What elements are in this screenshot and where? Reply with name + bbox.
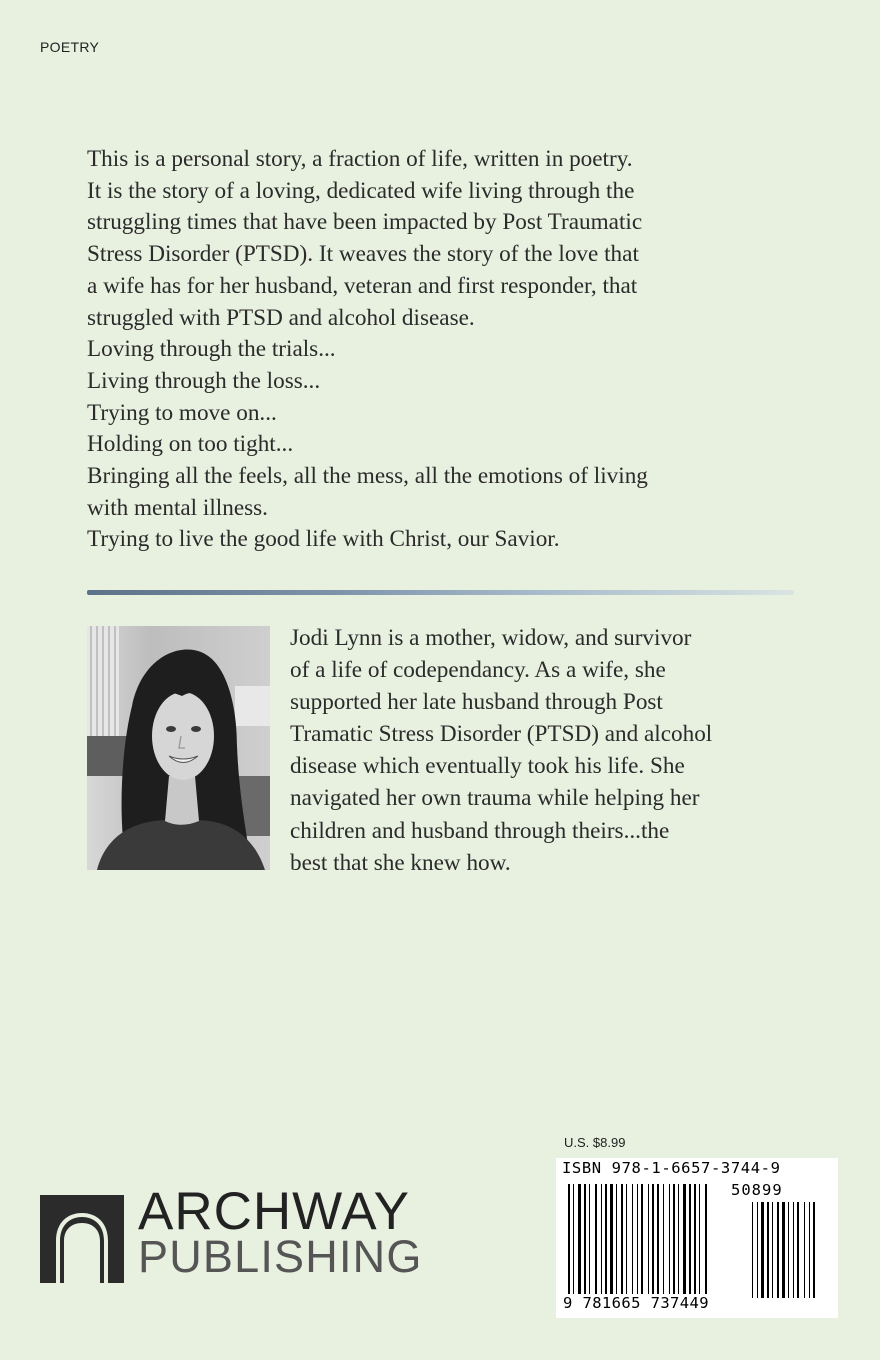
barcode-bar: [797, 1202, 799, 1298]
barcode-bar: [605, 1184, 607, 1296]
barcode-bar: [804, 1202, 805, 1298]
blurb-line: Holding on too tight...: [87, 431, 294, 458]
barcode-bar: [683, 1184, 686, 1296]
isbn-label: ISBN 978-1-6657-3744-9: [562, 1159, 781, 1177]
back-cover-blurb: [87, 144, 799, 556]
blurb-line: Living through the loss...: [87, 367, 321, 394]
bio-line: Tramatic Stress Disorder (PTSD) and alcohol: [290, 721, 713, 748]
barcode-bar: [777, 1202, 779, 1298]
barcode-bar: [595, 1184, 597, 1296]
barcode-bar: [782, 1202, 785, 1298]
barcode-bar: [761, 1202, 764, 1298]
barcode-bar: [589, 1184, 590, 1296]
barcode-bar: [673, 1184, 675, 1296]
blurb-line: This is a personal story, a fraction of life, written in poetry.: [87, 146, 633, 172]
barcode-bar: [793, 1202, 794, 1298]
blurb-line: with mental illness.: [87, 494, 268, 521]
blurb-line: Trying to move on...: [87, 399, 277, 426]
genre-label: POETRY: [40, 39, 100, 55]
barcode-bar: [772, 1202, 773, 1298]
barcode-bar: [699, 1184, 700, 1296]
barcode-bar: [767, 1202, 769, 1298]
barcode-bar: [578, 1184, 581, 1296]
barcode-bar: [641, 1184, 643, 1296]
barcode-bar: [757, 1202, 758, 1298]
blurb-line: a wife has for her husband, veteran and first responder, that: [87, 272, 638, 299]
ean-digits: 9 781665 737449: [563, 1294, 709, 1312]
barcode-bar: [648, 1184, 649, 1296]
publisher-name-line1: ARCHWAY: [138, 1182, 410, 1241]
barcode-bar: [616, 1184, 617, 1296]
barcode-bar: [626, 1184, 627, 1296]
barcode-bar: [694, 1184, 696, 1296]
section-divider: [87, 590, 794, 595]
barcode-bar: [678, 1184, 679, 1296]
barcode-bar: [705, 1184, 707, 1304]
bio-line: of a life of codependancy. As a wife, she: [290, 657, 666, 684]
blurb-line: Trying to live the good life with Christ, our Savior.: [87, 526, 560, 553]
bio-line: disease which eventually took his life. She: [290, 753, 685, 780]
barcode-bar: [663, 1184, 664, 1296]
archway-arch-icon: [40, 1195, 124, 1283]
blurb-line: Bringing all the feels, all the mess, all the emotions of living: [87, 463, 648, 490]
barcode-bar: [752, 1202, 753, 1298]
barcode-bar: [584, 1184, 586, 1296]
price-code: 50899: [731, 1181, 783, 1199]
blurb-line: Stress Disorder (PTSD). It weaves the story of the love that: [87, 241, 639, 268]
author-photo-icon: [87, 626, 270, 870]
price-label: U.S. $8.99: [564, 1135, 626, 1150]
barcode-bar: [573, 1184, 574, 1304]
barcode-bar: [813, 1202, 815, 1298]
barcode-bar: [809, 1202, 810, 1298]
bio-line: Jodi Lynn is a mother, widow, and survivor: [290, 625, 692, 651]
barcode-bar: [652, 1184, 654, 1296]
publisher-name-line2: PUBLISHING: [138, 1231, 423, 1282]
barcode-bar: [669, 1184, 670, 1296]
blurb-line: struggling times that have been impacted by Post Traumatic: [87, 209, 643, 236]
author-photo: [87, 626, 270, 870]
isbn-barcode: [556, 1158, 838, 1318]
blurb-line: Loving through the trials...: [87, 336, 336, 363]
barcode-bar: [568, 1184, 570, 1304]
bio-line: children and husband through theirs...the: [290, 817, 670, 844]
blurb-line: struggled with PTSD and alcohol disease.: [87, 304, 475, 331]
barcode-bar: [788, 1202, 789, 1298]
barcode-bar: [657, 1184, 659, 1296]
bio-line: supported her late husband through Post: [290, 689, 663, 716]
barcode-bar: [632, 1184, 633, 1296]
barcode-bar: [689, 1184, 691, 1296]
blurb-line: It is the story of a loving, dedicated wife living through the: [87, 177, 635, 204]
barcode-bar: [601, 1184, 602, 1296]
barcode-bar: [610, 1184, 613, 1296]
author-bio: [290, 622, 800, 879]
bio-line: navigated her own trauma while helping her: [290, 785, 700, 812]
bio-line: best that she knew how.: [290, 849, 511, 876]
barcode-bar: [637, 1184, 638, 1296]
barcode-bar: [621, 1184, 623, 1296]
